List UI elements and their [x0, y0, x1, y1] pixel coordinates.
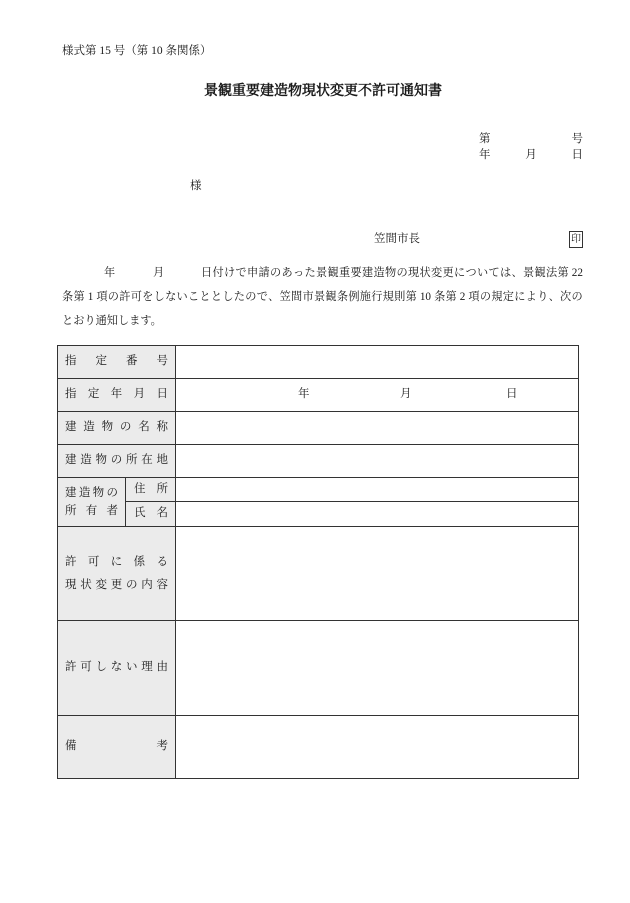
issue-date-month: 月 — [525, 149, 537, 161]
building-name-label-cell — [58, 412, 176, 445]
designation-number-label-cell — [58, 346, 176, 379]
seal-mark: 印 — [569, 231, 583, 248]
owner-name-value — [176, 502, 579, 527]
building-owner-label-line-2: 所 有 者 — [65, 505, 118, 517]
building-name-value — [176, 412, 579, 445]
designation-date-label-cell — [58, 379, 176, 412]
table-row-building-name — [58, 412, 579, 445]
building-name-label: 建 造 物 の 名 称 — [65, 421, 168, 434]
notice-month-label: 月 — [153, 267, 165, 279]
refusal-reason-label-cell — [58, 621, 176, 716]
change-content-label-cell — [58, 527, 176, 621]
remarks-label: 備 考 — [65, 740, 168, 753]
designation-date-day: 日 — [506, 388, 518, 400]
document-number-field — [479, 134, 583, 146]
refusal-reason-label: 許 可 し な い 理 由 — [65, 661, 168, 674]
designation-date-month: 月 — [400, 388, 412, 400]
notice-line-3: とおり通知します。 — [62, 315, 162, 327]
building-location-label: 建 造 物 の 所 在 地 — [65, 454, 168, 467]
designation-number-value — [176, 346, 579, 379]
owner-name-label-cell — [126, 502, 176, 527]
remarks-label-cell — [58, 716, 176, 779]
owner-address-label: 住 所 — [134, 482, 168, 495]
table-row-building-location — [58, 445, 579, 478]
issue-date-field — [479, 150, 583, 162]
document-title: 景観重要建造物現状変更不許可通知書 — [204, 84, 442, 99]
building-owner-label-line-1: 建 造 物 の — [65, 487, 118, 499]
designation-number-label: 指 定 番 号 — [65, 355, 168, 368]
refusal-reason-value — [176, 621, 579, 716]
document-number-suffix: 号 — [571, 133, 583, 145]
table-row-remarks — [58, 716, 579, 779]
designation-date-year: 年 — [298, 388, 310, 400]
issuer-name: 笠間市長 — [374, 233, 420, 245]
table-row-designation-date — [58, 379, 579, 412]
issue-date-day: 日 — [571, 149, 583, 161]
table-row-designation-number — [58, 346, 579, 379]
details-table — [57, 345, 579, 779]
owner-address-value — [176, 478, 579, 502]
designation-date-value — [176, 379, 579, 412]
building-location-value — [176, 445, 579, 478]
table-row-change-content — [58, 527, 579, 621]
form-number: 様式第 15 号（第 10 条関係） — [62, 45, 212, 57]
building-owner-label-cell — [58, 478, 126, 527]
change-content-label-line-2: 現 状 変 更 の 内 容 — [65, 578, 168, 591]
owner-name-label: 氏 名 — [134, 507, 168, 520]
table-row-owner-address — [58, 478, 579, 502]
addressee-honorific: 様 — [190, 180, 202, 192]
table-row-owner-name — [58, 502, 579, 527]
notice-year-label: 年 — [104, 267, 116, 279]
document-number-prefix: 第 — [479, 133, 491, 145]
change-content-value — [176, 527, 579, 621]
notice-line-2: 条 第 1 項 の 許 可 を し な い こ と と し た の で 、 笠 間 市 景 観 条 例 施 行 規 則 第 10 条 第 2 項 の 規 定 に よ り 、 次 の — [62, 291, 583, 303]
owner-address-label-cell — [126, 478, 176, 502]
designation-date-fields — [176, 389, 578, 401]
remarks-value — [176, 716, 579, 779]
notice-line-1: 日 付 け で 申 請 の あ っ た 景 観 重 要 建 造 物 の 現 状 変 更 に つ い て は 、 景 観 法 第 22 — [201, 267, 583, 279]
building-location-label-cell — [58, 445, 176, 478]
issue-date-year: 年 — [479, 149, 491, 161]
table-row-refusal-reason — [58, 621, 579, 716]
designation-date-label: 指 定 年 月 日 — [65, 388, 168, 401]
change-content-label-line-1: 許 可 に 係 る — [65, 555, 168, 568]
